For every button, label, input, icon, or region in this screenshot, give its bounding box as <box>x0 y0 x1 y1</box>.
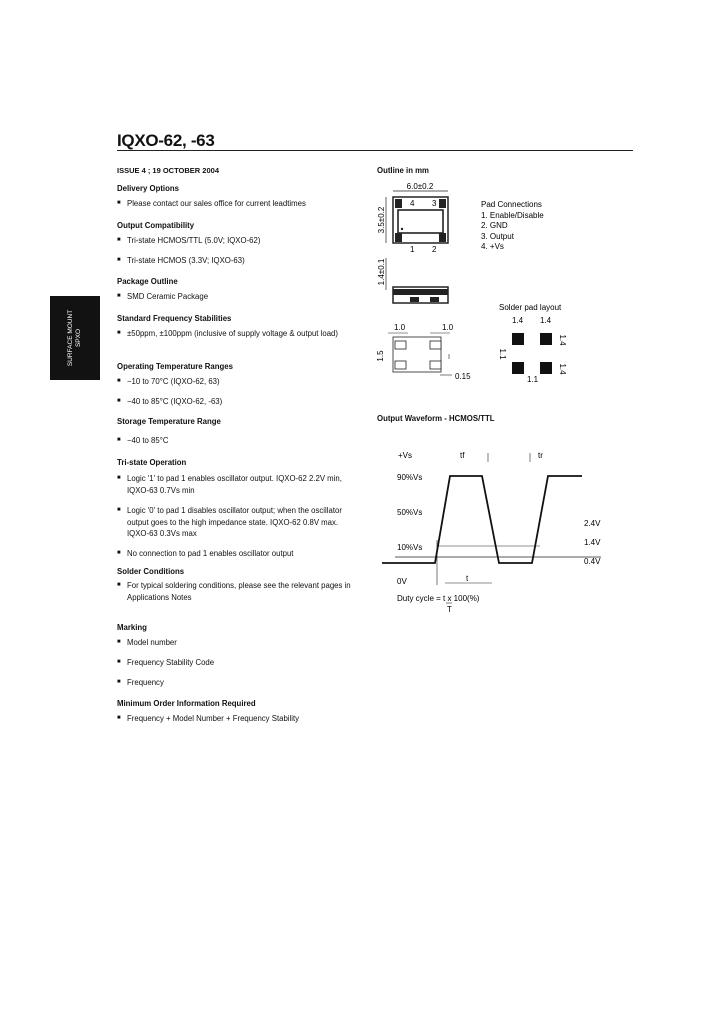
bullet-icon: ■ <box>117 330 121 336</box>
bullet-icon: ■ <box>117 257 121 263</box>
pad-connection-item: 3. Output <box>481 232 514 241</box>
issue-line: ISSUE 4 ; 19 OCTOBER 2004 <box>117 166 219 175</box>
solder-dim-label: 1.1 <box>527 375 539 384</box>
pin-label: 4 <box>410 199 415 208</box>
waveform-heading: Output Waveform - HCMOS/TTL <box>377 414 495 423</box>
bullet-icon: ■ <box>117 582 121 588</box>
heading-delivery: Delivery Options <box>117 184 179 193</box>
title-rule <box>117 150 633 151</box>
heading-stortemp: Storage Temperature Range <box>117 417 221 426</box>
heading-moq: Minimum Order Information Required <box>117 699 256 708</box>
list-item: ■ −40 to 85°C (IQXO-62, -63) <box>117 397 223 406</box>
list-item: ■ Model number <box>117 638 177 647</box>
solder-pad <box>540 333 552 345</box>
list-item: ■ Logic '0' to pad 1 disables oscillator output; when the oscillator output goes to the high impedance state. IQXO-62 0.8V max. IQXO-63 0.3Vs max <box>117 506 342 538</box>
list-item: ■ ±50ppm, ±100ppm (inclusive of supply voltage & output load) <box>117 329 338 338</box>
pad-4 <box>395 199 402 208</box>
solder-dim-label: 1.1 <box>498 348 507 360</box>
outline-heading: Outline in mm <box>377 166 429 175</box>
heading-package: Package Outline <box>117 277 178 286</box>
v0-label: 0V <box>397 577 407 586</box>
waveform-diagram <box>380 440 610 620</box>
side-tab <box>50 296 100 380</box>
pad-connections-title: Pad Connections <box>481 200 542 209</box>
v24-label: 2.4V <box>584 519 601 528</box>
solder-dim-label: 1.4 <box>512 316 524 325</box>
pad-connection-item: 2. GND <box>481 221 508 230</box>
height-dim-label: 3.5±0.2 <box>377 206 386 234</box>
p10-label: 10%Vs <box>397 543 423 552</box>
pad-connection-item: 1. Enable/Disable <box>481 211 544 220</box>
bullet-icon: ■ <box>117 679 121 685</box>
pad-2 <box>439 233 446 242</box>
vs-label: +Vs <box>398 451 413 460</box>
outline-diagram <box>370 176 630 386</box>
p50-label: 50%Vs <box>397 508 423 517</box>
list-item: ■ −10 to 70°C (IQXO-62, 63) <box>117 377 220 386</box>
list-item: ■ Frequency <box>117 678 164 687</box>
pin-label: 2 <box>432 245 437 254</box>
pad-dim-label: 0.15 <box>455 372 471 381</box>
list-item: ■ Frequency + Model Number + Frequency Stability <box>117 714 300 723</box>
T-label: T <box>447 605 452 614</box>
side-tab-line1: SURFACE MOUNT <box>67 309 74 367</box>
pad-connection-item: 4. +Vs <box>481 242 504 251</box>
bullet-icon: ■ <box>117 639 121 645</box>
list-item: ■ −40 to 85°C <box>117 436 169 445</box>
side-tab-text <box>67 310 83 366</box>
list-item: ■ Logic '1' to pad 1 enables oscillator output. IQXO-62 2.2V min, IQXO-63 0.7Vs min <box>117 474 342 495</box>
pin-label: 1 <box>410 245 415 254</box>
pad-dim-label: 1.5 <box>376 350 385 362</box>
v04-label: 0.4V <box>584 557 601 566</box>
tr-label: tr <box>538 451 543 460</box>
width-dim-label: 6.0±0.2 <box>406 182 434 191</box>
pad-dim-label: 1.0 <box>394 323 406 332</box>
bullet-icon: ■ <box>117 398 121 404</box>
bullet-icon: ■ <box>117 200 121 206</box>
heading-output: Output Compatibility <box>117 221 195 230</box>
solder-pad <box>512 362 524 374</box>
list-item: ■ Tri-state HCMOS/TTL (5.0V; IQXO-62) <box>117 236 261 245</box>
list-item: ■ SMD Ceramic Package <box>117 292 209 301</box>
pad-1 <box>395 233 402 242</box>
heading-tristate: Tri-state Operation <box>117 458 187 467</box>
pin1-marker <box>401 228 403 230</box>
pin-label: 3 <box>432 199 437 208</box>
list-item: ■ Frequency Stability Code <box>117 658 215 667</box>
solder-pad <box>540 362 552 374</box>
list-item: ■ No connection to pad 1 enables oscillator output <box>117 549 294 558</box>
heading-stability: Standard Frequency Stabilities <box>117 314 232 323</box>
bullet-icon: ■ <box>117 507 121 513</box>
duty-cycle-label: Duty cycle = t x 100(%) <box>397 594 480 603</box>
bullet-icon: ■ <box>117 550 121 556</box>
p90-label: 90%Vs <box>397 473 423 482</box>
pad-dim-label: 1.0 <box>442 323 454 332</box>
v14-label: 1.4V <box>584 538 601 547</box>
side-pad <box>410 297 419 302</box>
solder-layout-title: Solder pad layout <box>499 303 562 312</box>
solder-pad <box>512 333 524 345</box>
solder-dim-label: 1.4 <box>558 363 567 375</box>
bullet-icon: ■ <box>117 378 121 384</box>
bullet-icon: ■ <box>117 437 121 443</box>
pad-3 <box>439 199 446 208</box>
package-lid <box>398 210 443 233</box>
bottom-pad <box>395 361 406 369</box>
solder-dim-label: 1.4 <box>540 316 552 325</box>
bullet-icon: ■ <box>117 237 121 243</box>
heading-solder: Solder Conditions <box>117 567 185 576</box>
side-pad <box>430 297 439 302</box>
thickness-dim-label: 1.4±0.1 <box>377 258 386 286</box>
bullet-icon: ■ <box>117 715 121 721</box>
page-title: IQXO-62, -63 <box>117 131 215 150</box>
list-item: ■ Please contact our sales office for current leadtimes <box>117 199 306 208</box>
heading-marking: Marking <box>117 623 147 632</box>
bullet-icon: ■ <box>117 475 121 481</box>
side-view-band <box>393 289 448 295</box>
bullet-icon: ■ <box>117 293 121 299</box>
t-label: t <box>466 574 469 583</box>
bottom-pad <box>430 341 441 349</box>
bullet-icon: ■ <box>117 659 121 665</box>
bottom-pad <box>395 341 406 349</box>
list-item: ■ For typical soldering conditions, please see the relevant pages in Applications Notes <box>117 581 351 602</box>
tf-label: tf <box>460 451 465 460</box>
heading-optemp: Operating Temperature Ranges <box>117 362 233 371</box>
side-tab-line2: SPXO <box>75 328 82 348</box>
bottom-pad <box>430 361 441 369</box>
solder-dim-label: 1.4 <box>558 334 567 346</box>
list-item: ■ Tri-state HCMOS (3.3V; IQXO-63) <box>117 256 245 265</box>
